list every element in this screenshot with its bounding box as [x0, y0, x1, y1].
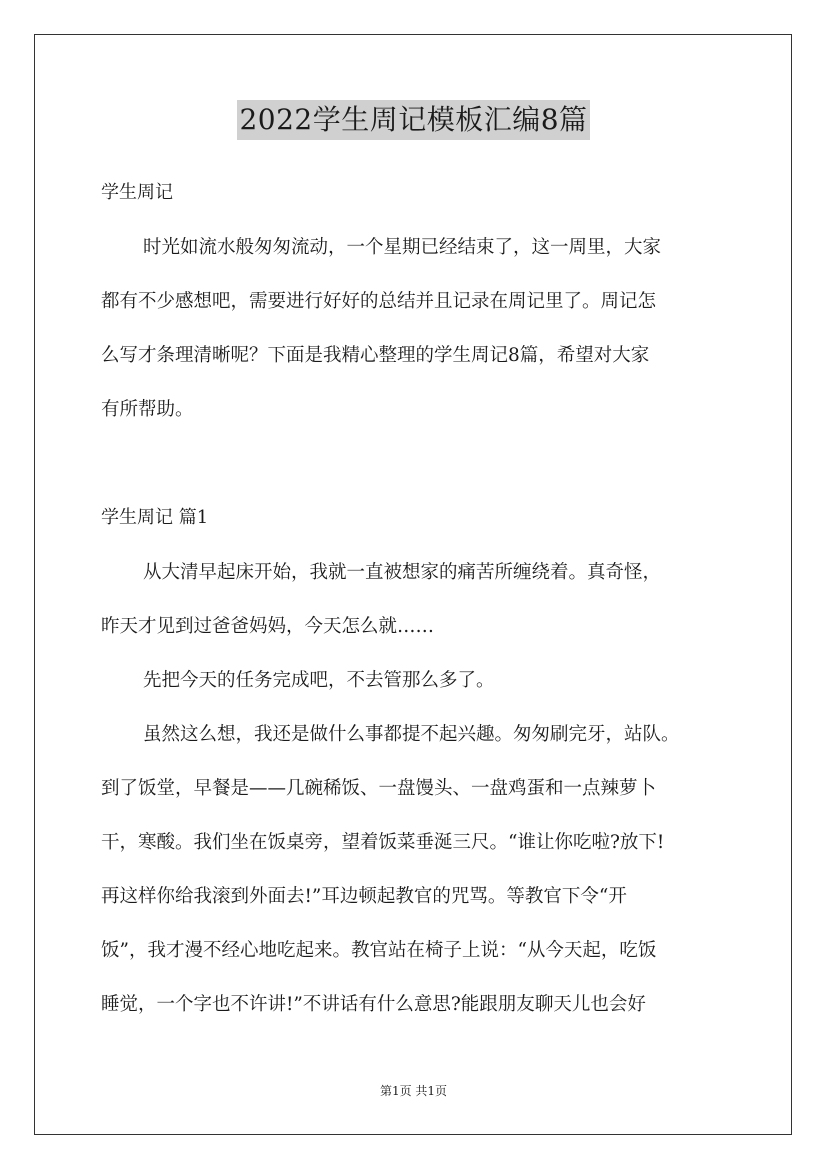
document-title: 2022学生周记模板汇编8篇	[237, 100, 589, 140]
intro-line-4: 有所帮助。	[101, 399, 194, 420]
section-line-2: 昨天才见到过爸爸妈妈，今天怎么就……	[101, 616, 435, 637]
section-line-8: 饭”，我才漫不经心地吃起来。教官站在椅子上说：“从今天起，吃饭	[101, 940, 657, 961]
section-line-7: 再这样你给我滚到外面去!”耳边顿起教官的咒骂。等教官下令“开	[101, 886, 627, 907]
page-footer: 第1页 共1页	[379, 1084, 448, 1098]
section-line-6: 干，寒酸。我们坐在饭桌旁，望着饭菜垂涎三尺。“谁让你吃啦?放下!	[101, 832, 665, 853]
section-line-4: 虽然这么想，我还是做什么事都提不起兴趣。匆匆刷完牙，站队。	[143, 724, 680, 745]
intro-line-1: 时光如流水般匆匆流动，一个星期已经结束了，这一周里，大家	[143, 237, 662, 258]
intro-line-3: 么写才条理清晰呢？下面是我精心整理的学生周记8篇，希望对大家	[101, 345, 650, 366]
section-line-9: 睡觉，一个字也不许讲!”不讲话有什么意思?能跟朋友聊天儿也会好	[101, 994, 646, 1015]
section-line-3: 先把今天的任务完成吧，不去管那么多了。	[143, 670, 495, 691]
section-line-1: 从大清早起床开始，我就一直被想家的痛苦所缠绕着。真奇怪，	[143, 562, 662, 583]
section-line-5: 到了饭堂，早餐是——几碗稀饭、一盘馒头、一盘鸡蛋和一点辣萝卜	[101, 778, 657, 799]
title-container	[0, 100, 827, 140]
intro-line-2: 都有不少感想吧，需要进行好好的总结并且记录在周记里了。周记怎	[101, 291, 657, 312]
section-heading: 学生周记 篇1	[101, 507, 209, 528]
intro-heading: 学生周记	[101, 182, 173, 203]
